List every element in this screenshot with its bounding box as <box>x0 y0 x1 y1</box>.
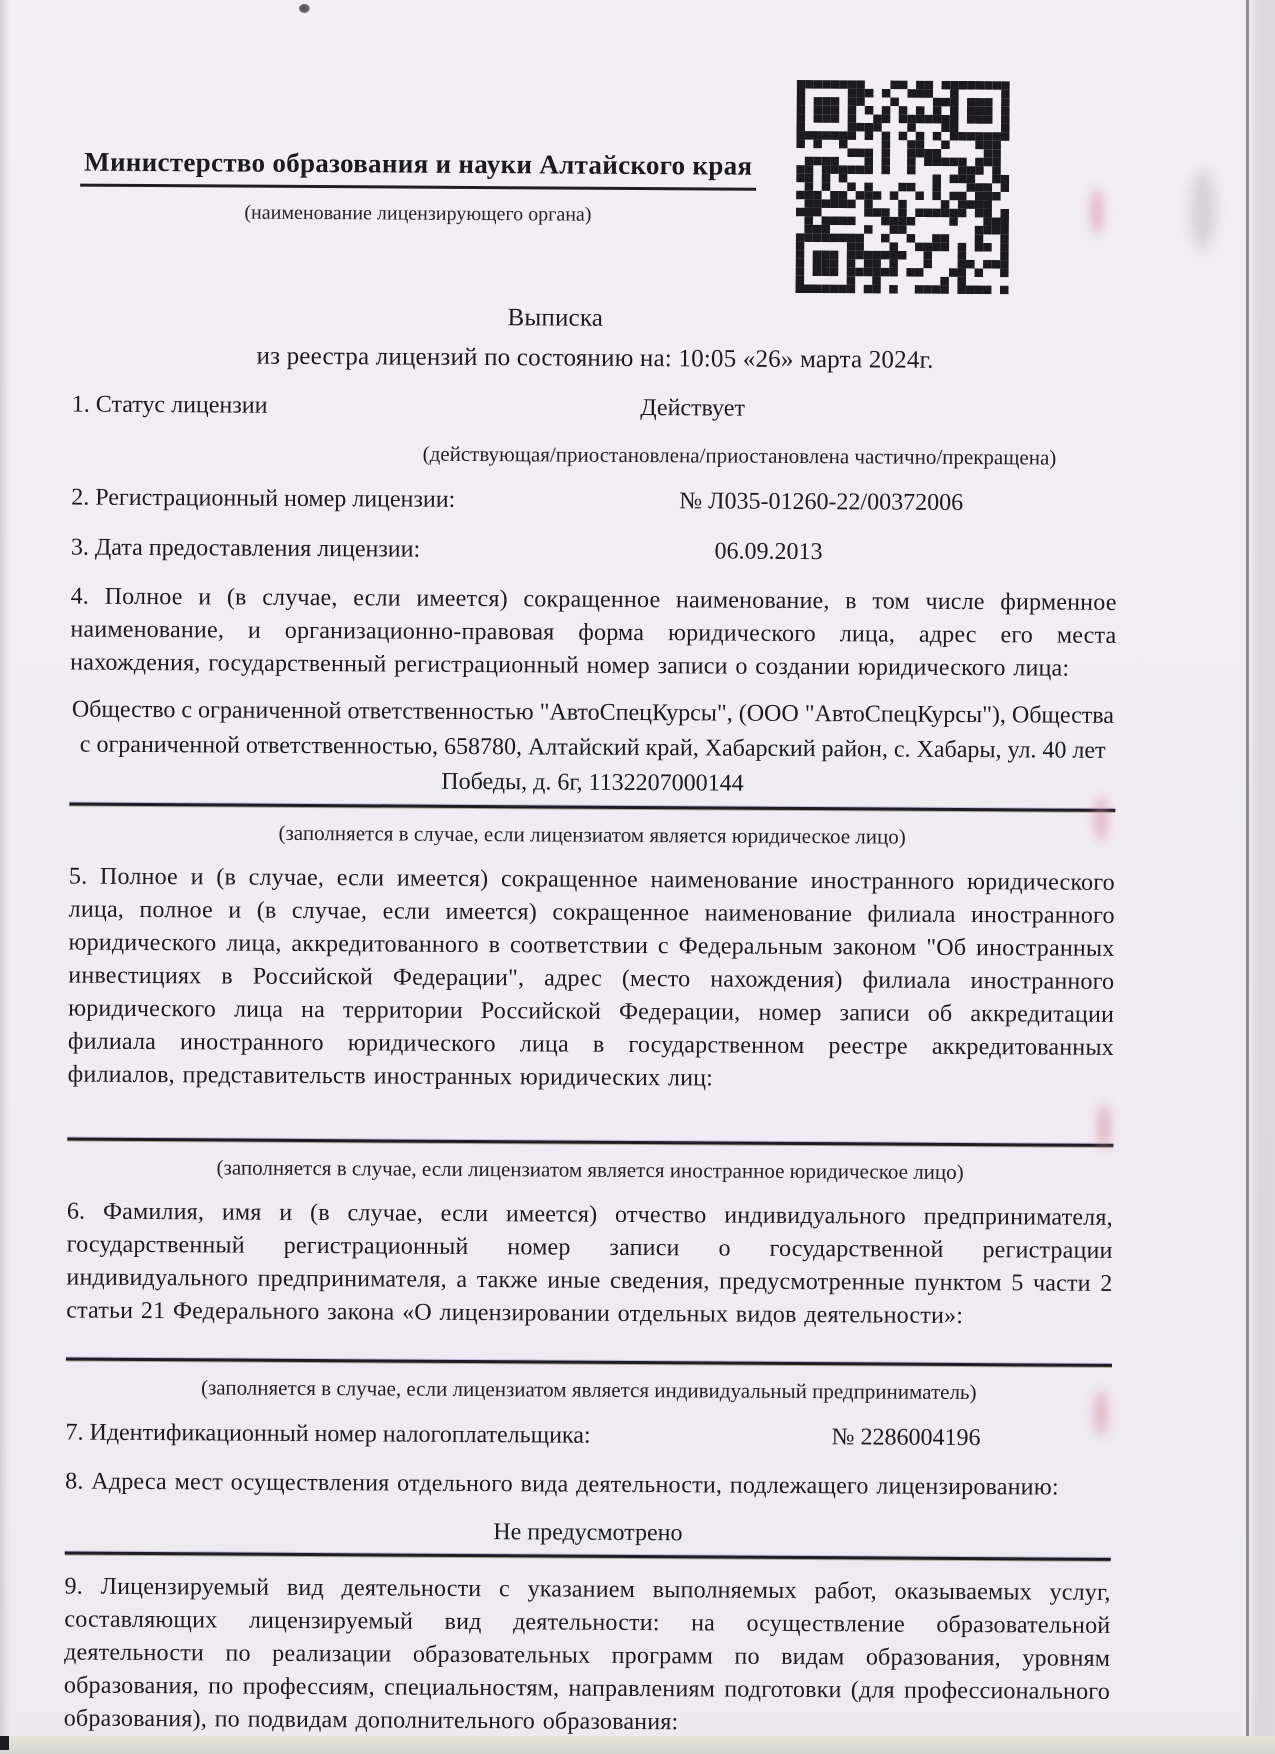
field-status-value: Действует <box>640 395 746 422</box>
document-body <box>64 0 1121 1742</box>
field-reg-number-label: 2. Регистрационный номер лицензии: <box>71 484 456 513</box>
scan-smudge-pink-1 <box>1090 188 1104 234</box>
document-subtitle: из реестра лицензий по состоянию на: 10:05 «26» марта 2024г. <box>256 342 934 374</box>
document-header <box>73 145 764 233</box>
scan-smudge-pink-4 <box>1094 1390 1108 1436</box>
field-grant-date-value: 06.09.2013 <box>714 538 823 566</box>
field-status-options: (действующая/приостановлена/приостановлена частично/прекращена) <box>422 441 1057 470</box>
scan-smudge-pink-2 <box>1094 796 1108 842</box>
field-legal-entity-value: Общество с ограниченной ответственностью "АвтоСпецКурсы", (ООО "АвтоСпецКурсы"), Общества с ограниченной ответственностью, 658780, Алтайский край, Хабарский район, с. Хабары, ул. 40 лет Победы, д. 6г, 1132207000144 <box>71 696 1115 797</box>
document-title: Выписка <box>507 304 604 332</box>
scan-speck <box>299 4 310 13</box>
field-legal-entity-label: 4. Полное и (в случае, если имеется) сокращенное наименование, в том числе фирменное наименование, и организационно-правовая форма юридического лица, адрес его места нахождения, государственный регистрационный номер записи о создании юридического лица: <box>70 583 1117 682</box>
field-foreign-entity-label: 5. Полное и (в случае, если имеется) сокращенное наименование иностранного юридического лица, полное и (в случае, если имеется) сокращенное наименование филиала иностранного юридического лица, аккредитованного в соответствии с Федеральным законом "Об иностранных инвестициях в Российской Федерации", адрес (место нахождения) филиала иностранного юридического лица на территории Российской Федерации, номер записи об аккредитации филиала иностранного юридического лица в государственном реестре аккредитованных филиалов, представительств иностранных юридических лиц: <box>67 863 1115 1092</box>
field-individual-caption: (заполняется в случае, если лицензиатом является индивидуальный предприниматель) <box>200 1375 977 1405</box>
scan-edge-bottom <box>0 1736 1275 1754</box>
field-addresses-value: Не предусмотрено <box>493 1519 683 1547</box>
licensing-authority-caption: (наименование лицензирующего органа) <box>244 201 592 226</box>
field-grant-date-row <box>71 532 1117 571</box>
field-foreign-entity-value-blank <box>67 1092 1113 1144</box>
field-foreign-entity-caption: (заполняется в случае, если лицензиатом является иностранное юридическое лицо) <box>216 1155 964 1185</box>
scan-edge-right <box>1247 0 1275 1754</box>
field-status-row <box>72 389 1118 428</box>
field-grant-date-label: 3. Дата предоставления лицензии: <box>70 534 421 563</box>
divider-line-addresses <box>65 1552 1111 1561</box>
divider-line-legal-entity <box>69 803 1115 812</box>
field-inn-value: № 2286004196 <box>831 1424 981 1452</box>
licensing-authority-name: Министерство образования и науки Алтайского края <box>80 145 756 191</box>
scan-edge-left <box>0 0 10 1754</box>
field-reg-number-value: № Л035-01260-22/00372006 <box>679 488 964 516</box>
field-individual-label: 6. Фамилия, имя и (в случае, если имеется) отчество индивидуального предпринимателя, государственный регистрационный номер записи о государственной регистрации индивидуального предпринимателя, а также иные сведения, предусмотренные пунктом 5 части 2 статьи 21 Федерального закона «О лицензировании отдельных видов деятельности»: <box>66 1198 1113 1330</box>
field-status-label: 1. Статус лицензии <box>71 391 268 419</box>
field-legal-entity-caption: (заполняется в случае, если лицензиатом является юридическое лицо) <box>278 820 906 849</box>
field-inn-row <box>65 1417 1111 1456</box>
scan-smudge-gray <box>1190 170 1216 250</box>
field-addresses-label: 8. Адреса мест осуществления отдельного вида деятельности, подлежащего лицензированию: <box>65 1468 1059 1501</box>
scan-smudge-pink-3 <box>1097 1104 1111 1150</box>
field-activity-label: 9. Лицензируемый вид деятельности с указанием выполняемых работ, оказываемых услуг, составляющих лицензируемый вид деятельности: на осуществление образовательной деятельности по реализации образовательных программ по видам образования, уровням образования, по профессиям, специальностям, направлениям подготовки (для профессионального образования), по подвидам дополнительного образования: <box>63 1573 1111 1736</box>
field-reg-number-row <box>71 482 1117 521</box>
field-inn-label: 7. Идентификационный номер налогоплательщика: <box>65 1419 591 1449</box>
